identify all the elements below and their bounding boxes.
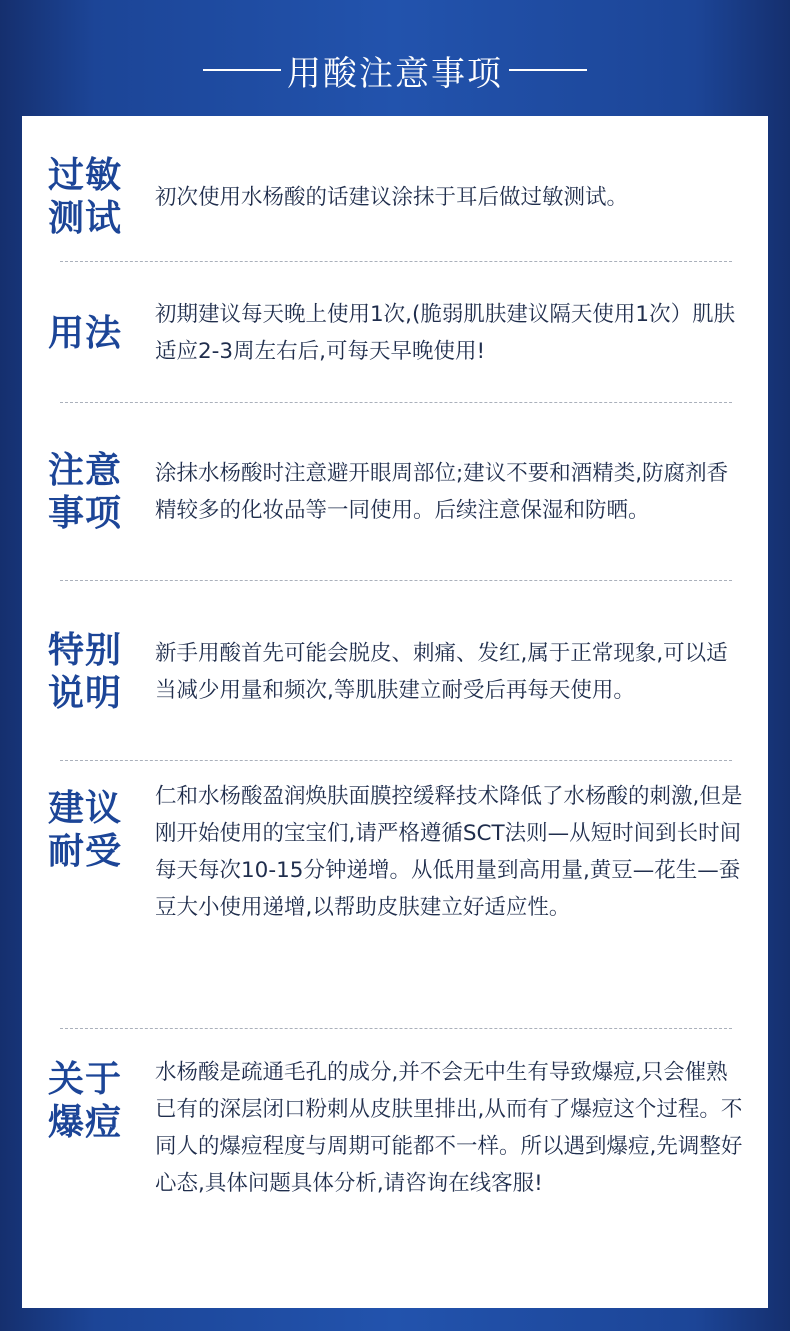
- section-label-line: 测试: [48, 198, 123, 239]
- section-label: [48, 154, 152, 240]
- section-label-line: 用法: [48, 312, 123, 354]
- section-label: [48, 629, 152, 715]
- page-title: 用酸注意事项: [287, 53, 503, 94]
- section-text: 初次使用水杨酸的话建议涂抹于耳后做过敏测试。: [155, 184, 629, 210]
- section-label-line: 注意: [48, 450, 123, 491]
- section-label-line: 建议: [48, 788, 123, 829]
- section-label-line: 说明: [48, 673, 123, 714]
- header-left-rule: [203, 69, 281, 71]
- section-label-line: 事项: [48, 493, 123, 534]
- section-label: [48, 787, 152, 873]
- section-allergy-test: [22, 146, 768, 248]
- header-right-rule: [509, 69, 587, 71]
- page-header: [0, 40, 790, 100]
- section-usage: [22, 278, 768, 388]
- section-divider: [60, 760, 732, 761]
- section-label-line: 特别: [48, 630, 123, 671]
- section-text: 涂抹水杨酸时注意避开眼周部位;建议不要和酒精类,防腐剂香精较多的化妆品等一同使用。后续注意保湿和防晒。: [155, 461, 729, 523]
- notice-panel: [22, 116, 768, 1308]
- section-text: 初期建议每天晚上使用1次,(脆弱肌肤建议隔天使用1次）肌肤适应2-3周左右后,可每天早晚使用!: [155, 302, 736, 364]
- section-label: [48, 1058, 152, 1144]
- section-text: 新手用酸首先可能会脱皮、刺痛、发红,属于正常现象,可以适当减少用量和频次,等肌肤建立耐受后再每天使用。: [155, 641, 728, 703]
- section-label-line: 耐受: [48, 831, 123, 872]
- section-label-line: 关于: [48, 1059, 123, 1100]
- section-divider: [60, 402, 732, 403]
- section-text: 仁和水杨酸盈润焕肤面膜控缓释技术降低了水杨酸的刺激,但是刚开始使用的宝宝们,请严格遵循SCT法则—从短时间到长时间每天每次10-15分钟递增。从低用量到高用量,黄豆—花生—蚕豆大小使用递增,以帮助皮肤建立好适应性。: [155, 784, 743, 920]
- section-divider: [60, 261, 732, 262]
- section-divider: [60, 1028, 732, 1029]
- section-label: [48, 312, 152, 355]
- section-tolerance: [22, 778, 768, 1008]
- section-label: [48, 449, 152, 535]
- section-label-line: 过敏: [48, 155, 123, 196]
- section-precautions: [22, 420, 768, 564]
- section-label-line: 爆痘: [48, 1102, 123, 1143]
- section-special-notes: [22, 600, 768, 744]
- section-breakouts: [22, 1054, 768, 1284]
- section-divider: [60, 580, 732, 581]
- section-text: 水杨酸是疏通毛孔的成分,并不会无中生有导致爆痘,只会催熟已有的深层闭口粉刺从皮肤里排出,从而有了爆痘这个过程。不同人的爆痘程度与周期可能都不一样。所以遇到爆痘,先调整好心态,具体问题具体分析,请咨询在线客服!: [155, 1060, 743, 1196]
